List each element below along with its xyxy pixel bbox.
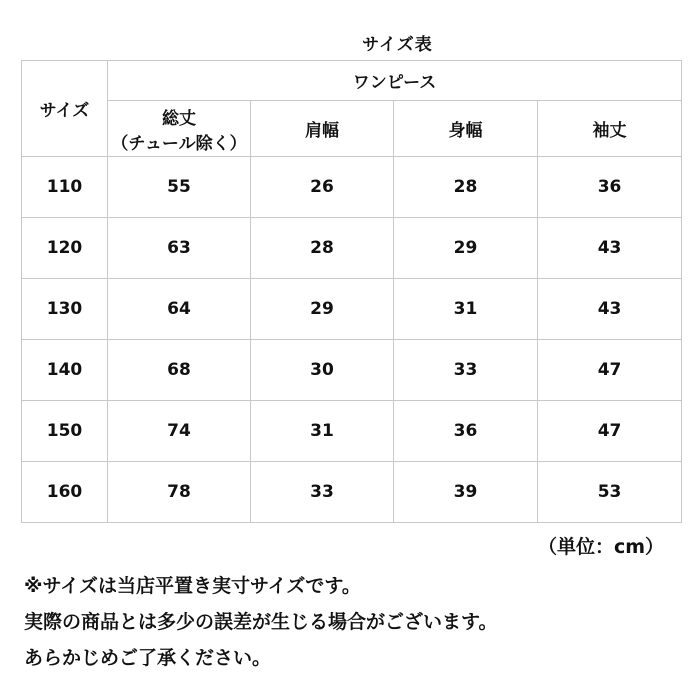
chest-cell: 36 bbox=[394, 401, 538, 462]
chest-cell: 39 bbox=[394, 462, 538, 523]
length-cell: 63 bbox=[108, 218, 251, 279]
chest-cell: 29 bbox=[394, 218, 538, 279]
size-cell: 110 bbox=[22, 157, 108, 218]
length-cell: 74 bbox=[108, 401, 251, 462]
length-column-header bbox=[108, 101, 251, 157]
onepiece-group-header: ワンピース bbox=[108, 61, 682, 101]
sleeve-cell: 47 bbox=[538, 401, 682, 462]
table-row bbox=[22, 462, 682, 523]
length-cell: 78 bbox=[108, 462, 251, 523]
size-cell: 150 bbox=[22, 401, 108, 462]
sleeve-cell: 36 bbox=[538, 157, 682, 218]
shoulder-cell: 28 bbox=[251, 218, 394, 279]
size-cell: 160 bbox=[22, 462, 108, 523]
note-line: 実際の商品とは多少の誤差が生じる場合がございます。 bbox=[24, 611, 498, 633]
table-row bbox=[22, 340, 682, 401]
table-row bbox=[22, 279, 682, 340]
shoulder-cell: 29 bbox=[251, 279, 394, 340]
shoulder-cell: 26 bbox=[251, 157, 394, 218]
table-row bbox=[22, 157, 682, 218]
table-row bbox=[22, 218, 682, 279]
length-cell: 64 bbox=[108, 279, 251, 340]
note-line: ※サイズは当店平置き実寸サイズです。 bbox=[24, 575, 361, 597]
shoulder-cell: 33 bbox=[251, 462, 394, 523]
shoulder-column-header: 肩幅 bbox=[251, 101, 394, 157]
length-header-note: （チュール除く） bbox=[111, 133, 247, 154]
header-row-top bbox=[22, 61, 682, 101]
length-cell: 68 bbox=[108, 340, 251, 401]
length-header-label: 総丈 bbox=[162, 108, 196, 129]
chest-cell: 31 bbox=[394, 279, 538, 340]
size-cell: 130 bbox=[22, 279, 108, 340]
note-line: あらかじめご了承ください。 bbox=[24, 647, 272, 669]
header-row-columns bbox=[22, 101, 682, 157]
sleeve-cell: 53 bbox=[538, 462, 682, 523]
table-row bbox=[22, 401, 682, 462]
chest-column-header: 身幅 bbox=[394, 101, 538, 157]
notes-block bbox=[24, 568, 497, 676]
unit-note: （単位：cm） bbox=[537, 536, 664, 558]
length-cell: 55 bbox=[108, 157, 251, 218]
shoulder-cell: 30 bbox=[251, 340, 394, 401]
size-cell: 120 bbox=[22, 218, 108, 279]
sleeve-cell: 43 bbox=[538, 279, 682, 340]
size-table bbox=[21, 60, 682, 523]
sleeve-cell: 43 bbox=[538, 218, 682, 279]
chest-cell: 33 bbox=[394, 340, 538, 401]
page-title: サイズ表 bbox=[362, 35, 433, 55]
shoulder-cell: 31 bbox=[251, 401, 394, 462]
chest-cell: 28 bbox=[394, 157, 538, 218]
size-column-header: サイズ bbox=[22, 61, 108, 157]
size-cell: 140 bbox=[22, 340, 108, 401]
sleeve-cell: 47 bbox=[538, 340, 682, 401]
sleeve-column-header: 袖丈 bbox=[538, 101, 682, 157]
